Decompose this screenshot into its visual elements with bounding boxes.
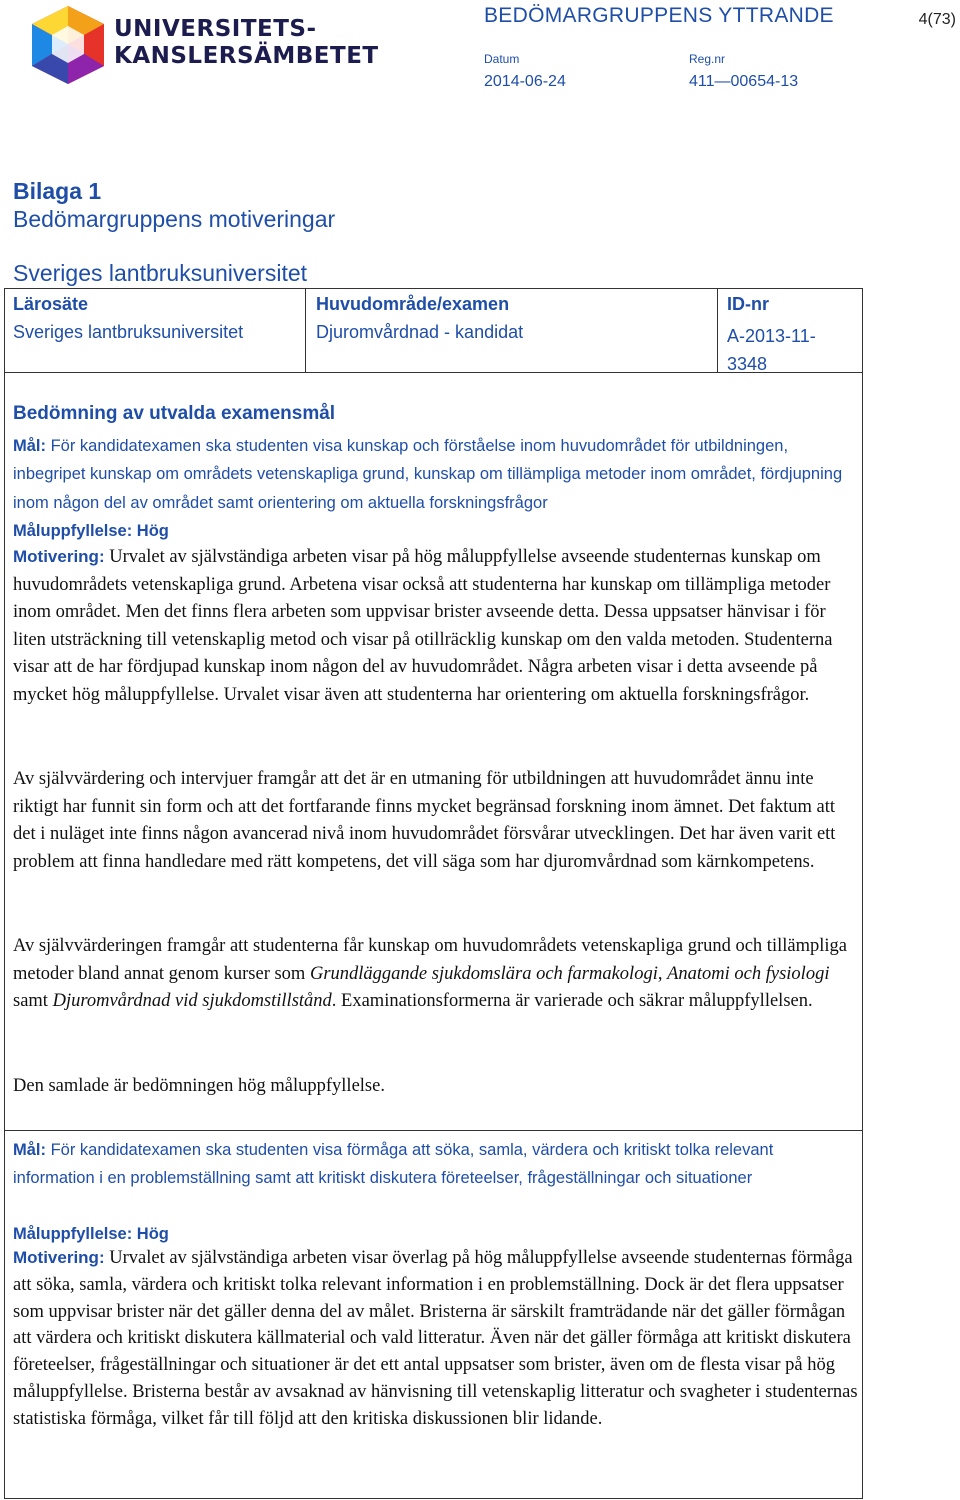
course-2: Anatomi och fysiologi <box>667 963 830 984</box>
appendix-title: Bilaga 1 <box>13 178 102 204</box>
section-title: Bedömning av utvalda examensmål <box>13 403 336 424</box>
goal-2-statement <box>13 1136 858 1193</box>
goal-2-label: Mål: <box>13 1141 46 1159</box>
para3-text-a: Av självvärderingen framgår att studenterna får kunskap om huvudområdets vetenskapliga grund och tillämpliga metoder bland annat genom kurser som <box>13 936 847 984</box>
goal-1-text: För kandidatexamen ska studenten visa kunskap och förståelse inom huvudområdet för utbildningen, inbegripet kunskap om områdets vetenskapliga grund, kunskap om tillämpliga metoder inom området, fördjupning inom någon del av området samt orientering om aktuella forskningsfrågor <box>13 437 843 512</box>
goal-2-fulfillment: Måluppfyllelse: Hög <box>13 1225 169 1243</box>
reg-label: Reg.nr <box>689 52 726 66</box>
course-3: Djuromvårdnad vid sjukdomstillstånd <box>52 991 332 1012</box>
goal-1-motivation-label: Motivering: <box>13 547 105 566</box>
date-label: Datum <box>484 52 520 66</box>
uka-logo <box>28 4 388 86</box>
huvudomrade-value: Djuromvårdnad - kandidat <box>316 322 524 342</box>
larosate-value: Sveriges lantbruksuniversitet <box>13 322 244 342</box>
para3-text-c: samt <box>13 991 53 1012</box>
reg-value: 411—00654-13 <box>689 73 799 90</box>
goal-1-motivation <box>13 543 858 710</box>
date-value: 2014-06-24 <box>484 73 566 90</box>
goal-2-motivation-text: Urvalet av självständiga arbeten visar överlag på hög måluppfyllelse avseende studenternas förmåga att söka, samla, värdera och kritiskt tolka relevant information i en problemställning. Dock är det flera uppsatser som uppvisar brister när det gäller denna del av målet. Bristerna är särskilt framträdande när det gäller förmågan att värdera och kritiskt diskutera källmaterial och vald litteratur. Även när det gäller förmåga att kritiskt diskutera företeelser, frågeställningar och situationer är det ett antal uppsatser som brister, även om de flesta visar på hög måluppfyllelse. Bristerna består av avsaknad av hänvisning till vetenskaplig litteratur och svagheter i studenternas statistiska förmåga, vilket får till följd att den kritiska diskussionen blir lidande. <box>13 1248 858 1429</box>
goal-2-motivation-label: Motivering: <box>13 1248 105 1267</box>
uka-logo-icon <box>28 4 108 86</box>
goal-1-conclusion: Den samlade är bedömningen hög måluppfyllelse. <box>13 1076 385 1096</box>
goal-2-motivation <box>13 1245 858 1433</box>
course-1: Grundläggande sjukdomslära och farmakologi <box>309 963 658 984</box>
goal-1-fulfillment: Måluppfyllelse: Hög <box>13 522 169 540</box>
goal-1-statement <box>13 432 858 517</box>
logo-line-1: UNIVERSITETS- <box>114 16 317 42</box>
huvudomrade-header: Huvudområde/examen <box>316 294 510 314</box>
goal-1-paragraph-3 <box>13 933 858 1016</box>
goal-1-motivation-text: Urvalet av självständiga arbeten visar på hög måluppfyllelse avseende studenternas kunskap om huvudområdets vetenskapliga grund. Arbetena visar också att studenterna har kunskap om tillämpliga metoder inom området. Men det finns flera arbeten som uppvisar brister avseende detta. Dessa uppsatser hänvisar i för liten utsträckning till vetenskaplig metod och visar på otillräcklig kunskap om den valda metoden. Studenterna visar att de har fördjupad kunskap inom någon del av huvudområdet. Några arbeten visar i detta avseende på mycket hög måluppfyllelse. Urvalet visar även att studenterna har orientering om aktuella forskningsfrågor. <box>13 547 833 705</box>
para3-text-d: . Examinationsformerna är varierade och säkrar måluppfyllelsen. <box>331 991 813 1012</box>
appendix-subtitle: Bedömargruppens motiveringar <box>13 206 336 232</box>
column-divider-2 <box>717 288 718 373</box>
goal-1-label: Mål: <box>13 437 46 455</box>
id-header: ID-nr <box>727 294 769 314</box>
logo-line-2: KANSLERSÄMBETET <box>114 43 379 69</box>
document-type: BEDÖMARGRUPPENS YTTRANDE <box>484 4 834 27</box>
logo-wordmark <box>114 16 379 70</box>
para3-text-b: , <box>657 963 668 984</box>
goal-1-paragraph-2: Av självvärdering och intervjuer framgår att det är en utmaning för utbildningen att huvudområdet ännu inte riktigt har funnit sin form och att det fortfarande finns mycket begränsad forskning inom ämnet. Det faktum att det i nuläget inte finns någon avancerad nivå inom huvudområdet försvårar utvecklingen. Det har även varit ett problem att finna handledare med rätt kompetens, det vill säga som har djuromvårdnad som kärnkompetens. <box>13 769 836 872</box>
university-heading: Sveriges lantbruksuniversitet <box>13 260 308 286</box>
id-value: A-2013-11-3348 <box>727 326 816 374</box>
goal-2-text: För kandidatexamen ska studenten visa förmåga att söka, samla, värdera och kritiskt tolka relevant information i en problemställning samt att kritiskt diskutera företeelser, frågeställningar och situationer <box>13 1141 774 1188</box>
page-number: 4(73) <box>918 11 956 28</box>
column-divider-1 <box>305 288 306 373</box>
larosate-header: Lärosäte <box>13 294 89 314</box>
row-divider-2 <box>4 1130 863 1131</box>
